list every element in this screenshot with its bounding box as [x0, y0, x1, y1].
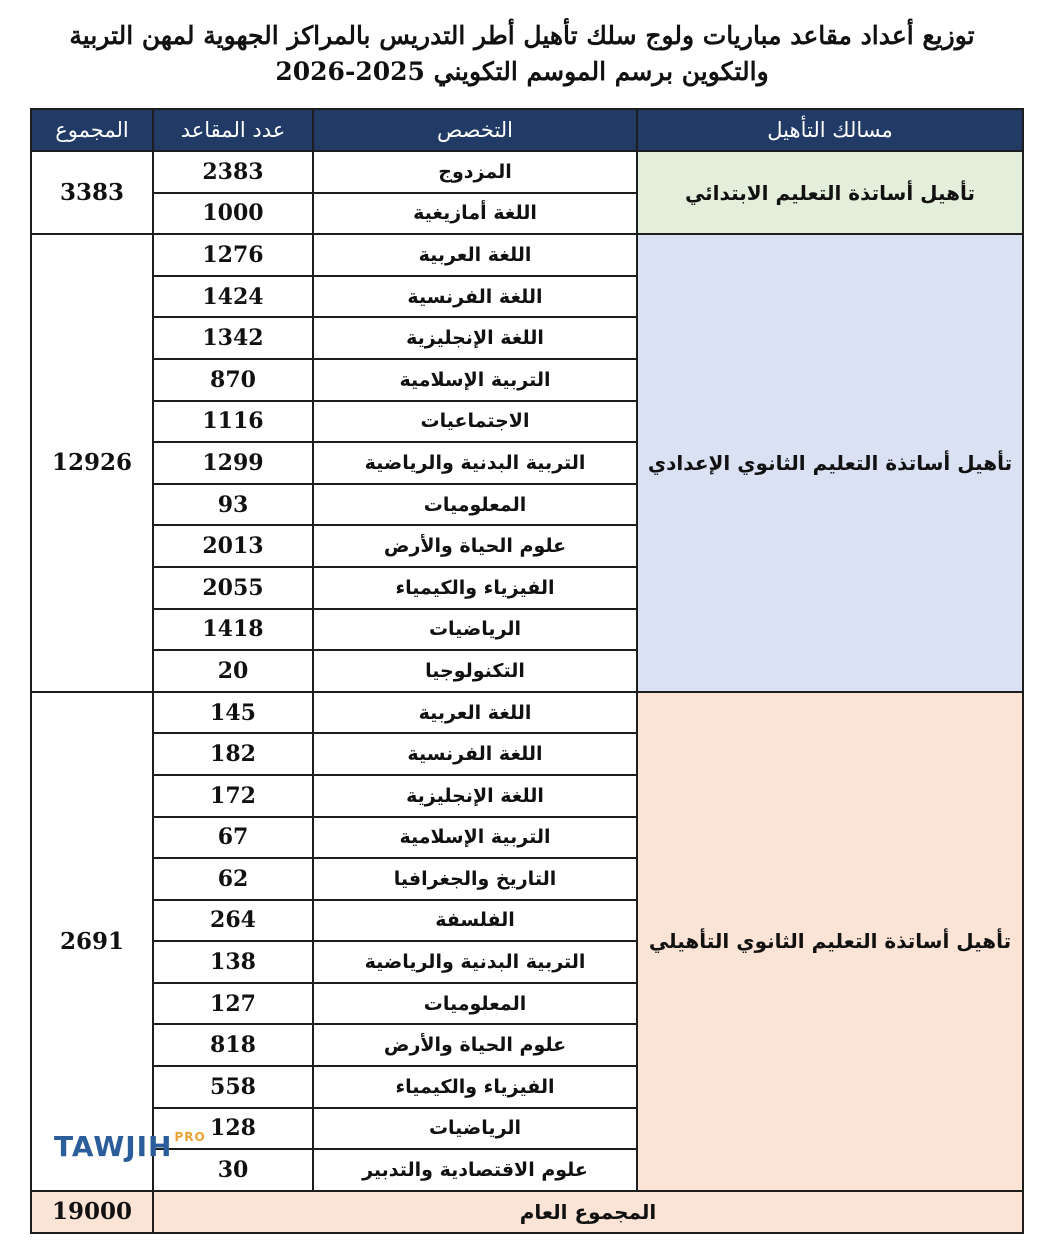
specialty-cell: الاجتماعيات	[313, 401, 637, 443]
specialty-cell: التربية الإسلامية	[313, 817, 637, 859]
table-header-row	[31, 109, 1023, 151]
specialty-cell: الرياضيات	[313, 1108, 637, 1150]
tawjih-logo	[54, 1130, 206, 1163]
specialty-cell: اللغة الفرنسية	[313, 733, 637, 775]
seats-cell: 2055	[153, 567, 313, 609]
seats-cell: 264	[153, 900, 313, 942]
seats-cell: 2383	[153, 151, 313, 193]
track-cell: تأهيل أساتذة التعليم الابتدائي	[637, 151, 1023, 234]
seats-cell: 1000	[153, 193, 313, 235]
seats-table	[30, 108, 1024, 1234]
specialty-cell: اللغة الإنجليزية	[313, 775, 637, 817]
seats-cell: 172	[153, 775, 313, 817]
group-total-cell: 12926	[31, 234, 153, 692]
table-row	[31, 151, 1023, 193]
specialty-cell: التاريخ والجغرافيا	[313, 858, 637, 900]
seats-cell: 818	[153, 1024, 313, 1066]
grand-total-label: المجموع العام	[153, 1191, 1023, 1233]
table-body	[31, 151, 1023, 1191]
grand-total-value: 19000	[31, 1191, 153, 1233]
seats-cell: 870	[153, 359, 313, 401]
specialty-cell: اللغة العربية	[313, 234, 637, 276]
header-specialty: التخصص	[313, 109, 637, 151]
grand-total-row	[31, 1191, 1023, 1233]
specialty-cell: التربية البدنية والرياضية	[313, 442, 637, 484]
specialty-cell: علوم الحياة والأرض	[313, 1024, 637, 1066]
seats-cell: 128	[153, 1108, 313, 1150]
logo-suffix: PRO	[174, 1130, 206, 1144]
specialty-cell: التربية الإسلامية	[313, 359, 637, 401]
seats-cell: 182	[153, 733, 313, 775]
group-total-cell: 2691	[31, 692, 153, 1191]
specialty-cell: التكنولوجيا	[313, 650, 637, 692]
specialty-cell: علوم الاقتصادية والتدبير	[313, 1149, 637, 1191]
seats-cell: 145	[153, 692, 313, 734]
specialty-cell: الفيزياء والكيمياء	[313, 567, 637, 609]
specialty-cell: اللغة أمازيغية	[313, 193, 637, 235]
seats-cell: 558	[153, 1066, 313, 1108]
seats-cell: 127	[153, 983, 313, 1025]
specialty-cell: المزدوج	[313, 151, 637, 193]
seats-cell: 1342	[153, 317, 313, 359]
specialty-cell: المعلوميات	[313, 484, 637, 526]
seats-cell: 1299	[153, 442, 313, 484]
track-cell: تأهيل أساتذة التعليم الثانوي الإعدادي	[637, 234, 1023, 692]
seats-cell: 1424	[153, 276, 313, 318]
header-track: مسالك التأهيل	[637, 109, 1023, 151]
seats-cell: 30	[153, 1149, 313, 1191]
seats-cell: 1116	[153, 401, 313, 443]
specialty-cell: علوم الحياة والأرض	[313, 525, 637, 567]
seats-cell: 20	[153, 650, 313, 692]
header-seats: عدد المقاعد	[153, 109, 313, 151]
seats-cell: 67	[153, 817, 313, 859]
seats-cell: 2013	[153, 525, 313, 567]
document-title: توزيع أعداد مقاعد مباريات ولوج سلك تأهيل أطر التدريس بالمراكز الجهوية لمهن التربية والتكوين برسم الموسم التكويني 2025-2026	[69, 21, 975, 86]
logo-text: TAWJIH	[54, 1130, 173, 1163]
track-cell: تأهيل أساتذة التعليم الثانوي التأهيلي	[637, 692, 1023, 1191]
seats-cell: 1418	[153, 609, 313, 651]
table-row	[31, 692, 1023, 734]
specialty-cell: الرياضيات	[313, 609, 637, 651]
header-total: المجموع	[31, 109, 153, 151]
specialty-cell: اللغة الإنجليزية	[313, 317, 637, 359]
seats-cell: 1276	[153, 234, 313, 276]
specialty-cell: التربية البدنية والرياضية	[313, 941, 637, 983]
seats-cell: 138	[153, 941, 313, 983]
specialty-cell: اللغة العربية	[313, 692, 637, 734]
seats-cell: 93	[153, 484, 313, 526]
specialty-cell: الفيزياء والكيمياء	[313, 1066, 637, 1108]
group-total-cell: 3383	[31, 151, 153, 234]
seats-cell: 62	[153, 858, 313, 900]
specialty-cell: المعلوميات	[313, 983, 637, 1025]
table-row	[31, 234, 1023, 276]
specialty-cell: اللغة الفرنسية	[313, 276, 637, 318]
specialty-cell: الفلسفة	[313, 900, 637, 942]
